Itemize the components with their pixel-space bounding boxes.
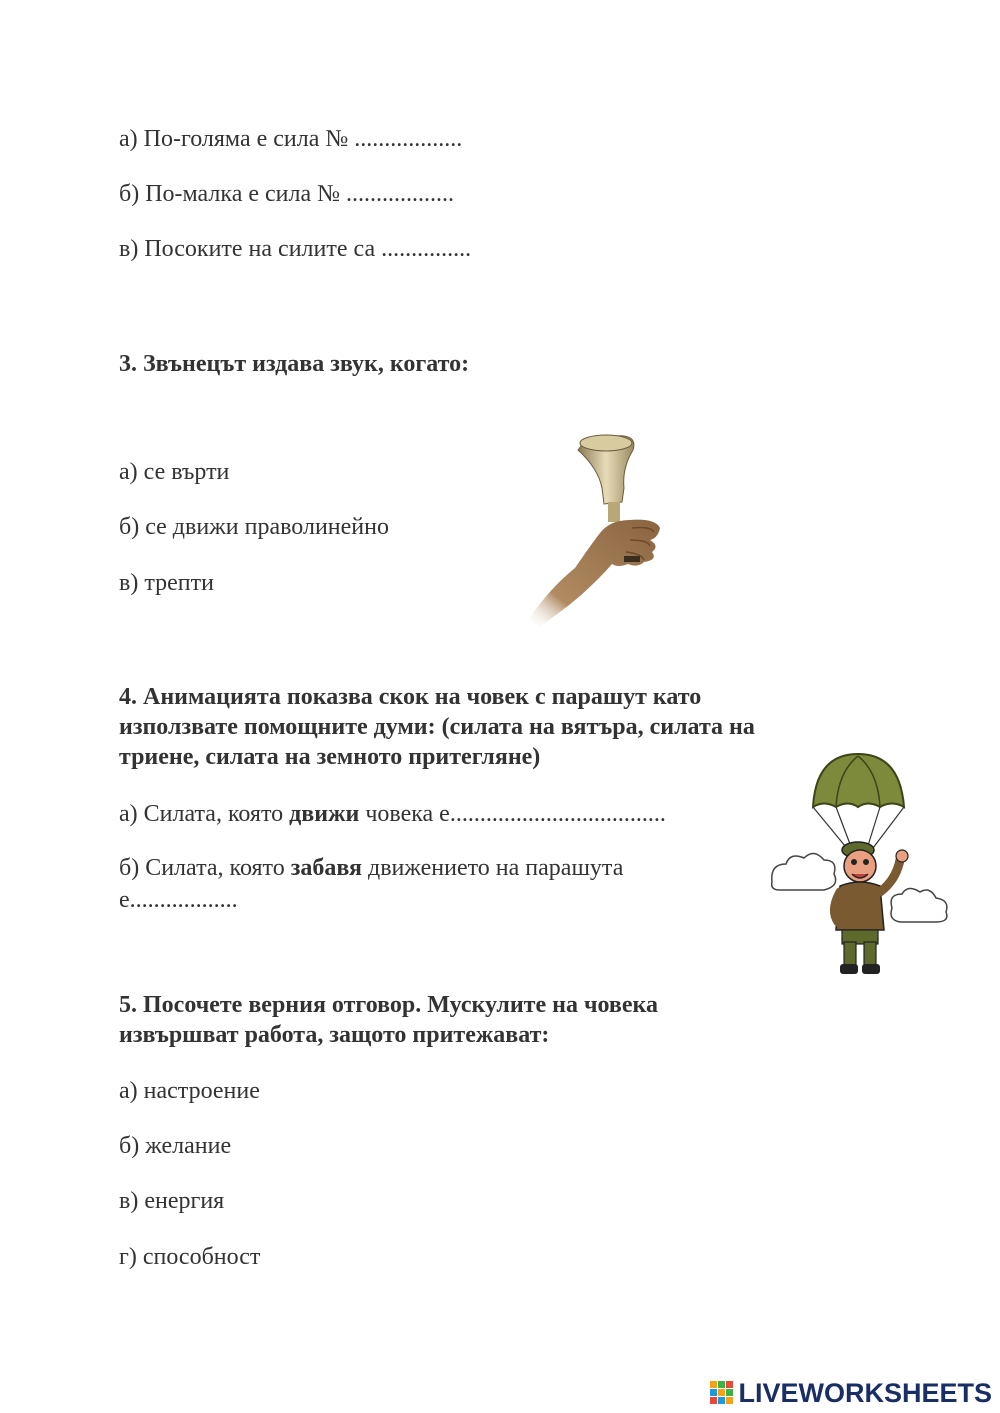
q5-option-c: в) енергия [119, 1188, 225, 1214]
q4-a-prefix: а) Силата, която [119, 801, 290, 827]
q4-b-keyword: забавя [290, 855, 362, 881]
liveworksheets-brand: LIVEWORKSHEETS [738, 1377, 992, 1408]
q5-option-b: б) желание [119, 1133, 232, 1159]
q3-option-b: б) се движи праволинейно [119, 514, 389, 540]
liveworksheets-footer [710, 1379, 992, 1407]
q3-option-a: а) се върти [119, 459, 230, 485]
liveworksheets-logo-icon [710, 1381, 734, 1405]
q5-option-a: а) настроение [119, 1078, 260, 1104]
q2-option-c: в) Посоките на силите са ............... [119, 236, 472, 262]
parachutist-image [768, 752, 958, 978]
q2-option-b: б) По-малка е сила № .................. [119, 181, 455, 207]
bell-hand-image [520, 428, 670, 628]
q4-a-blank: човека е.................................... [359, 801, 666, 827]
q4-option-b [119, 852, 739, 916]
q4-title-line-1: 4. Анимацията показва скок на човек с парашут като [119, 684, 702, 710]
q4-option-a [119, 799, 666, 829]
q3-option-c: в) трепти [119, 570, 214, 596]
q4-title-line-2: използвате помощните думи: (силата на вятъра, силата на [119, 714, 755, 740]
q2-option-a: а) По-голяма е сила № .................. [119, 126, 463, 152]
q5-title-line-1: 5. Посочете верния отговор. Мускулите на човека [119, 992, 658, 1018]
q5-title-line-2: извършват работа, защото притежават: [119, 1022, 550, 1048]
q5-option-d: г) способност [119, 1244, 261, 1270]
q4-a-keyword: движи [289, 801, 360, 827]
q4-title [119, 682, 859, 772]
q4-b-prefix: б) Силата, която [119, 855, 291, 881]
q4-b-blank: движението на парашута е.................. [119, 855, 624, 913]
q3-title: 3. Звънецът издава звук, когато: [119, 351, 470, 377]
q5-title [119, 990, 859, 1050]
q4-title-line-3: триене, силата на земното притегляне) [119, 744, 541, 770]
